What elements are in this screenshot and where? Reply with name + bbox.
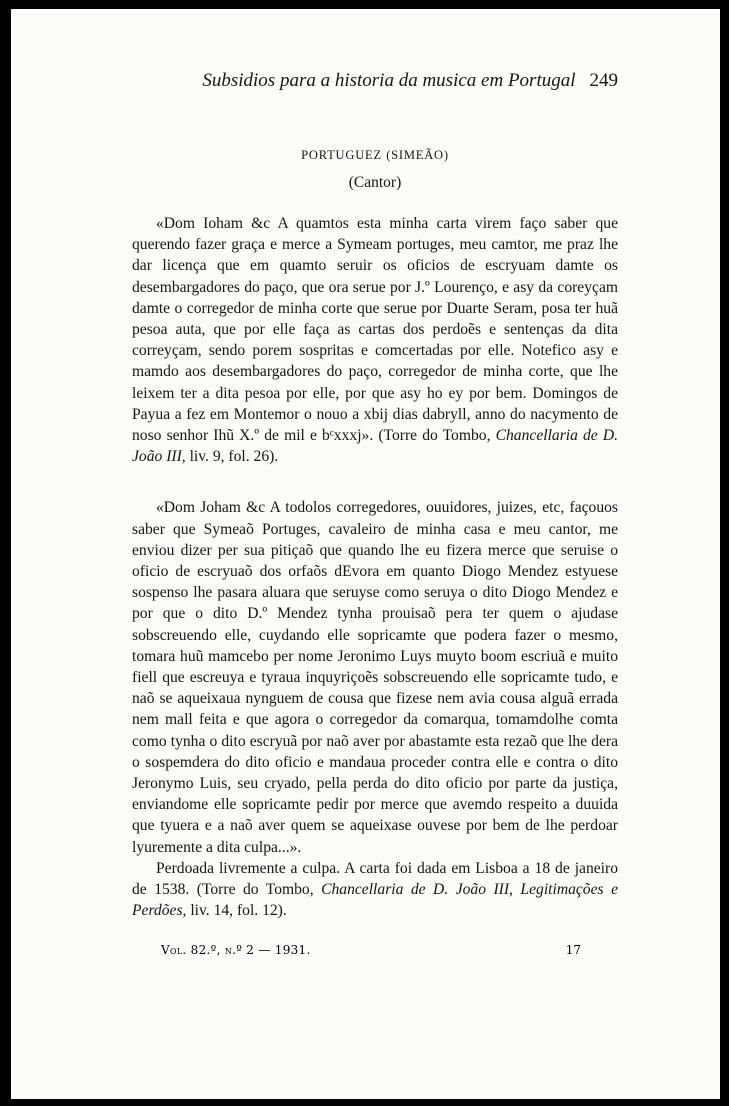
page-number: 249 [589,70,618,91]
paragraph-1-ref-b: Chancellaria de D. João III, [132,427,619,466]
section-name-note: (SIMEÃO) [386,148,449,162]
section-name: PORTUGUEZ [301,148,382,162]
paragraph-1 [132,213,618,467]
paragraph-2-text: «Dom Joham &c A todolos corregedores, ouuidores, juizes, etc, façouos saber que Symeaõ Portuges, cavaleiro de minha casa e meu cantor, me enviou dizer per sua pitiçaõ que quando lhe eu fizera merce que seruise o oficio de escryuaõ dos orfaõs dEvora em quanto Diogo Mendez estyuese sospenso lhe pasara aluara que seruyse como seruya o dito Diogo Mendez e por que o dito D.º Mendez tynha prouisaõ pera ter quem o ajudase sobscreuendo elle, cuydando elle sopricamte que podera fazer o mesmo, tomara huũ mamcebo per nome Jeronimo Luys muyto boom escriuã e muito fiell que escreuya e tyraua inquyriçoẽs sobscreuendo elle sopricamte tudo, e naõ se aqueixaua nynguem de cousa que fizese nem avia cousa alguã errada nem mall feita e que agora o corregedor da comarqua, tomamdolhe comta como tynha o dito escryuã por naõ aver por abastamte esta rezaõ que lhe dera o sospemdera do dito oficio e mandaua proceder contra elle e contra o dito Jeronymo Luis, seu cryado, pella perda do dito oficio por parte da justiça, enviandome elle sopricamte pedir por merce que avemdo respeito a duuida que tyuera e a naõ aver quem se aqueixase ouvese por bem de lhe perdoar lyuremente a dita culpa...». [132,499,618,856]
paragraph-1-ref-c: liv. 9, fol. 26). [189,448,279,466]
page-content [132,69,618,922]
signature-mark: 17 [565,943,581,957]
running-title: Subsidios para a historia da musica em Portugal [202,70,576,91]
section-heading [132,145,618,165]
paragraph-3-ref: Chancellaria de D. João III, Legitimações e Perdões, [132,881,618,920]
paragraph-1-text: «Dom Ioham &c A quamtos esta minha carta virem faço saber que querendo fazer graça e merce a Symeam portuges, meu camtor, me praz lhe dar licença que em quamto seruir os oficios de escryuam damte os desembargadores do paço, que ora serue por J.º Lourenço, e asy da coreyçam damte o corregedor de minha corte que serue por Duarte Seram, posa ter huã pesoa auta, que por elle faça as cartas dos perdoẽs e sentenças da dita correyçam, sendo porem sospritas e comcertadas por elle. Notefico asy e mamdo aos desembargadores do paço, corregedor de minha corte, que lhe leixem ter a dita pesoa por elle, por que asy ho ey por bem. Domingos de Payua a fez em Montemor o nouo a xbij dias dabryll, anno do nacymento de noso senhor Ihũ X.º de mil e bᶜxxxj». [132,215,618,445]
running-header [132,69,618,93]
paragraph-3 [132,858,618,922]
volume-info: Vol. 82.º, n.º 2 — 1931. [161,943,311,957]
page-footer [161,942,581,958]
paragraph-1-ref-a: (Torre do Tombo, [378,427,491,445]
section-role: (Cantor) [348,174,402,191]
paragraph-2 [132,497,618,857]
paragraph-3-text-a: Perdoada livremente a culpa. A carta foi dada em Lisboa a 18 de janeiro de 1538. (Torre do Tombo, [132,859,618,899]
paragraph-3-text-c: liv. 14, fol. 12). [190,902,287,920]
book-page [11,9,720,1099]
